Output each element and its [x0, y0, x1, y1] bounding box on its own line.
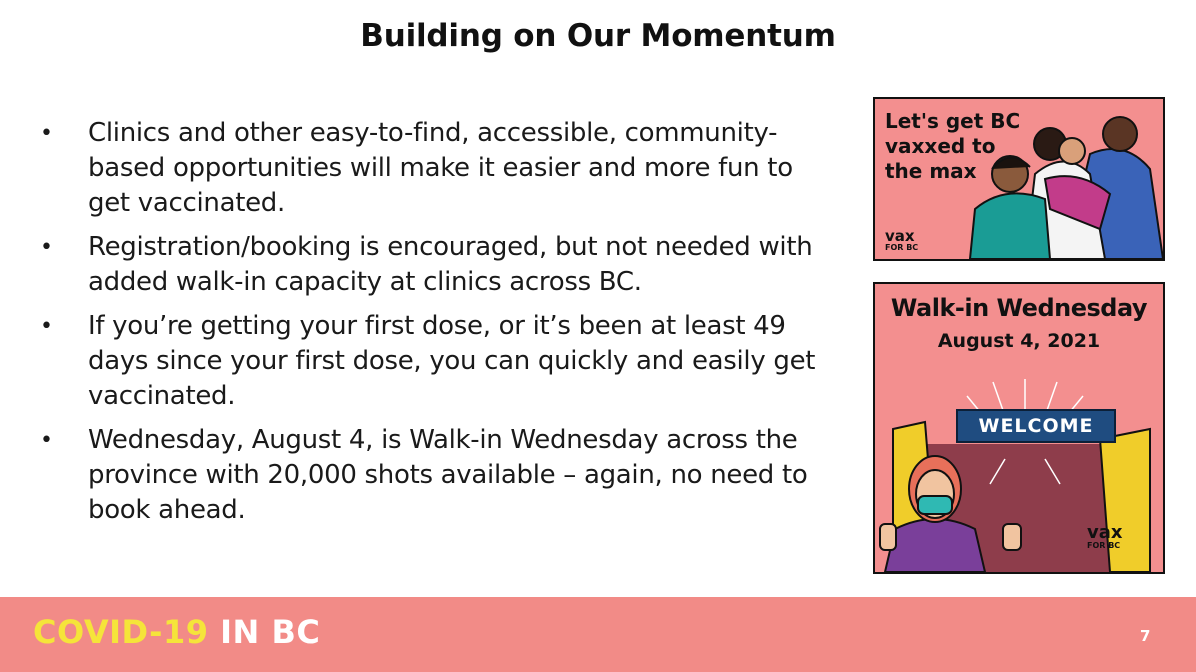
bullet-list	[40, 116, 840, 537]
bullet-marker: •	[40, 121, 53, 146]
slide-title: Building on Our Momentum	[360, 18, 836, 54]
bullet-marker: •	[40, 314, 53, 339]
poster-headline: Walk-in Wednesday	[890, 294, 1148, 322]
bullet-marker: •	[40, 235, 53, 260]
vax-for-bc-logo	[1087, 524, 1123, 550]
bullet-marker: •	[40, 428, 53, 453]
brand-in-bc: IN BC	[220, 613, 321, 651]
welcome-banner: WELCOME	[956, 409, 1116, 443]
bullet-item	[40, 230, 840, 300]
bullet-item	[40, 116, 840, 221]
bullet-text: Wednesday, August 4, is Walk-in Wednesday across the province with 20,000 shots available – again, no need to book ahead.	[88, 425, 808, 525]
bullet-text: Registration/booking is encouraged, but not needed with added walk-in capacity at clinics across BC.	[88, 232, 813, 297]
poster-date: August 4, 2021	[937, 330, 1101, 352]
bullet-text: If you’re getting your first dose, or it’s been at least 49 days since your first dose, you can quickly and easily get vaccinated.	[88, 311, 816, 411]
vax-for-bc-logo	[885, 229, 918, 252]
footer-bar	[0, 597, 1196, 672]
poster-headline: Let's get BC vaxxed to the max	[885, 109, 1021, 183]
logo-text: vax	[1087, 522, 1123, 543]
page-number: 7	[1140, 627, 1151, 645]
bullet-item	[40, 309, 840, 414]
logo-subtext: FOR BC	[1087, 541, 1121, 550]
covid-bc-brand	[33, 613, 320, 651]
bullet-item	[40, 423, 840, 528]
brand-covid: COVID-19	[33, 613, 209, 651]
bullet-text: Clinics and other easy-to-find, accessible, community-based opportunities will make it easier and more fun to get vaccinated.	[88, 118, 793, 218]
vax-poster-image	[873, 97, 1165, 261]
logo-subtext: FOR BC	[885, 243, 919, 252]
logo-text: vax	[885, 227, 915, 245]
